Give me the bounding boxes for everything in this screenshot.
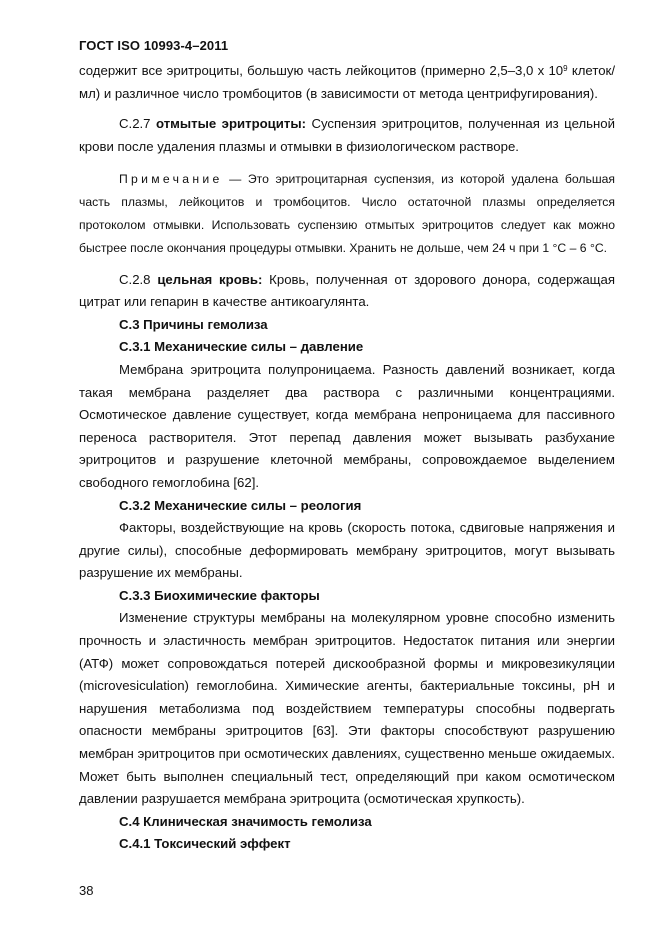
paragraph-c32: Факторы, воздействующие на кровь (скорость потока, сдвиговые напряжения и другие силы), способные деформировать мембрану эритроцитов, могут вызывать разрушение их мембраны. bbox=[79, 520, 615, 581]
definition-c28 bbox=[79, 269, 615, 314]
heading-c31: С.3.1 Механические силы – давление bbox=[119, 339, 364, 355]
c28-number: С.2.8 bbox=[119, 271, 158, 287]
paragraph-c31: Мембрана эритроцита полупроницаема. Разность давлений возникает, когда такая мембрана разделяет два раствора с различными концентрациями. Осмотическое давление существует, когда мембрана непроницаема для пассивного переноса растворителя. Этот перепад давления может вызывать разбухание эритроцитов и разрушение клеточной мембраны, сопровождаемое выделением свободного гемоглобина [62]. bbox=[79, 361, 615, 490]
exponent: 9 bbox=[563, 64, 568, 73]
definition-c27 bbox=[79, 113, 615, 158]
document-body bbox=[79, 60, 615, 856]
heading-c33: С.3.3 Биохимические факторы bbox=[119, 587, 320, 603]
heading-c4: С.4 Клиническая значимость гемолиза bbox=[119, 813, 372, 829]
c28-term: цельная кровь: bbox=[157, 271, 263, 287]
standard-header: ГОСТ ISO 10993-4–2011 bbox=[79, 38, 229, 53]
note-text: — Это эритроцитарная суспензия, из которой удалена большая часть плазмы, лейкоцитов и тромбоцитов. Число остаточной плазмы определяется протоколом отмывки. Использовать суспензию отмытых эритроцитов следует как можно быстрее после окончания процедуры отмывки. Хранить не дольше, чем 24 ч при 1 °C – 6 °C. bbox=[79, 172, 615, 255]
heading-c32: С.3.2 Механические силы – реология bbox=[119, 497, 362, 513]
p1-text-b: клеток/мл) и различное число тромбоцитов (в зависимости от метода центрифугирования). bbox=[79, 63, 615, 101]
c27-text: Суспензия эритроцитов, полученная из цельной крови после удаления плазмы и отмывки в физиологическом растворе. bbox=[79, 116, 616, 154]
page-number: 38 bbox=[79, 883, 94, 898]
paragraph-c33: Изменение структуры мембраны на молекулярном уровне способно изменить прочность и эластичность мембран эритроцитов. Недостаток питания или энергии (АТФ) может сопровождаться потерей дискообразной формы и микровезикуляции (microvesiculation) гемоглобина. Химические агенты, бактериальные токсины, pH и нарушения метаболизма под воздействием температуры способны подвергать опасности мембраны эритроцитов [63]. Эти факторы способствуют разрушению мембран эритроцитов при осмотических давлениях, существенно меньше ожидаемых. Может быть выполнен специальный тест, определяющий при каком осмотическом давлении разрушается мембрана эритроцита (осмотическая хрупкость). bbox=[79, 610, 615, 807]
paragraph-continuation bbox=[79, 60, 615, 105]
c28-text: Кровь, полученная от здорового донора, содержащая цитрат или гепарин в качестве антикоагулянта. bbox=[79, 271, 615, 310]
note-paragraph bbox=[79, 168, 615, 259]
p1-text-a: содержит все эритроциты, большую часть лейкоцитов (примерно 2,5–3,0 x 10 bbox=[79, 63, 564, 78]
heading-c3: С.3 Причины гемолиза bbox=[119, 316, 268, 332]
heading-c41: С.4.1 Токсический эффект bbox=[119, 836, 291, 852]
c27-term: отмытые эритроциты: bbox=[155, 116, 307, 132]
c27-number: С.2.7 bbox=[119, 116, 156, 132]
note-label: Примечание bbox=[119, 172, 223, 187]
